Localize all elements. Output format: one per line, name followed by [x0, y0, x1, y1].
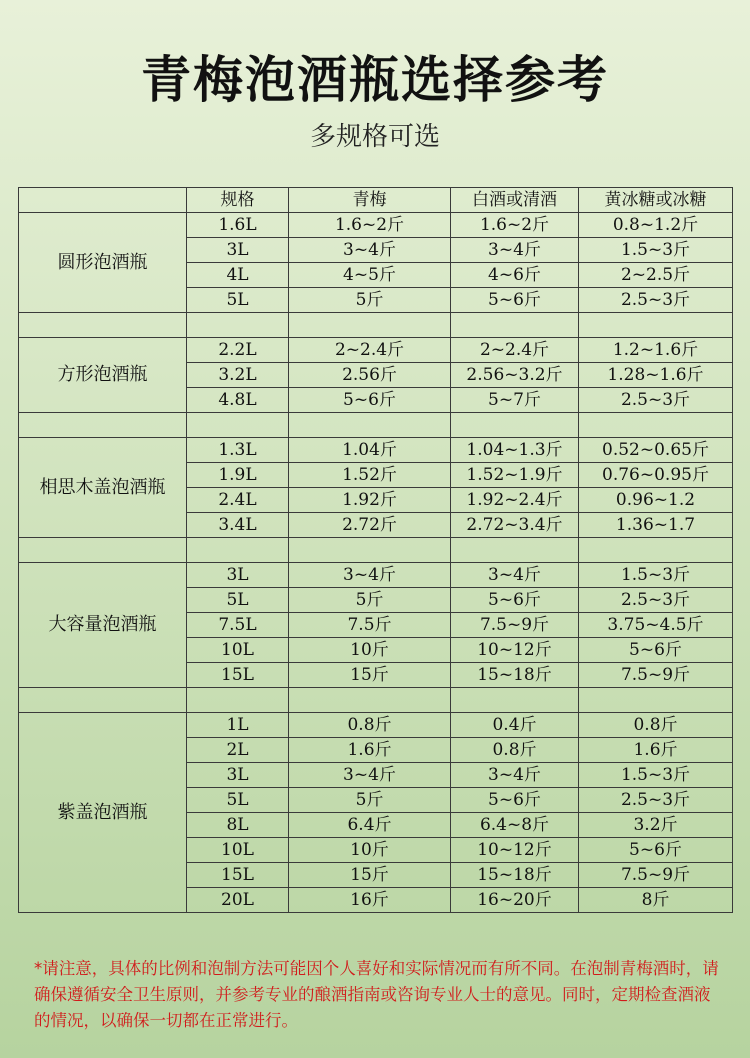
- plum-cell: 5~6斤: [289, 388, 451, 413]
- spec-cell: 7.5L: [187, 613, 289, 638]
- sugar-cell: 1.6斤: [579, 738, 733, 763]
- liquor-cell: 5~6斤: [451, 788, 579, 813]
- header-cell-sugar: 黄冰糖或冰糖: [579, 188, 733, 213]
- spec-cell: 1.9L: [187, 463, 289, 488]
- plum-cell: 1.52斤: [289, 463, 451, 488]
- spec-cell: 2.4L: [187, 488, 289, 513]
- empty-cell: [579, 538, 733, 563]
- header-cell-liquor: 白酒或清酒: [451, 188, 579, 213]
- spec-cell: 10L: [187, 638, 289, 663]
- empty-cell: [451, 538, 579, 563]
- liquor-cell: 16~20斤: [451, 888, 579, 913]
- table-row: [19, 438, 733, 463]
- sugar-cell: 3.75~4.5斤: [579, 613, 733, 638]
- table-row: [19, 213, 733, 238]
- plum-cell: 16斤: [289, 888, 451, 913]
- sugar-cell: 8斤: [579, 888, 733, 913]
- header-cell-plum: 青梅: [289, 188, 451, 213]
- plum-cell: 1.04斤: [289, 438, 451, 463]
- liquor-cell: 2.72~3.4斤: [451, 513, 579, 538]
- table-row: [19, 713, 733, 738]
- plum-cell: 3~4斤: [289, 238, 451, 263]
- liquor-cell: 1.92~2.4斤: [451, 488, 579, 513]
- empty-cell: [579, 313, 733, 338]
- header-cell-spec: 规格: [187, 188, 289, 213]
- empty-cell: [289, 538, 451, 563]
- plum-cell: 2~2.4斤: [289, 338, 451, 363]
- spec-cell: 3L: [187, 763, 289, 788]
- liquor-cell: 6.4~8斤: [451, 813, 579, 838]
- spec-cell: 3L: [187, 238, 289, 263]
- spec-cell: 15L: [187, 863, 289, 888]
- spec-cell: 1.6L: [187, 213, 289, 238]
- spec-cell: 5L: [187, 288, 289, 313]
- sugar-cell: 1.5~3斤: [579, 563, 733, 588]
- empty-cell: [579, 688, 733, 713]
- sugar-cell: 7.5~9斤: [579, 663, 733, 688]
- plum-cell: 15斤: [289, 863, 451, 888]
- liquor-cell: 3~4斤: [451, 763, 579, 788]
- plum-cell: 6.4斤: [289, 813, 451, 838]
- empty-cell: [187, 538, 289, 563]
- plum-cell: 1.6斤: [289, 738, 451, 763]
- empty-cell: [187, 688, 289, 713]
- empty-cell: [19, 413, 187, 438]
- spec-cell: 5L: [187, 788, 289, 813]
- plum-cell: 10斤: [289, 638, 451, 663]
- header-cell-group: [19, 188, 187, 213]
- group-name-cell: 圆形泡酒瓶: [19, 213, 187, 313]
- plum-cell: 5斤: [289, 588, 451, 613]
- liquor-cell: 5~6斤: [451, 288, 579, 313]
- sugar-cell: 7.5~9斤: [579, 863, 733, 888]
- liquor-cell: 10~12斤: [451, 838, 579, 863]
- plum-cell: 2.56斤: [289, 363, 451, 388]
- group-name-cell: 方形泡酒瓶: [19, 338, 187, 413]
- sugar-cell: 3.2斤: [579, 813, 733, 838]
- plum-cell: 15斤: [289, 663, 451, 688]
- plum-cell: 2.72斤: [289, 513, 451, 538]
- group-name-cell: 紫盖泡酒瓶: [19, 713, 187, 913]
- empty-cell: [289, 413, 451, 438]
- table-row: [19, 338, 733, 363]
- plum-cell: 5斤: [289, 788, 451, 813]
- spec-cell: 4.8L: [187, 388, 289, 413]
- group-name-cell: 相思木盖泡酒瓶: [19, 438, 187, 538]
- sugar-cell: 2.5~3斤: [579, 788, 733, 813]
- table-header-row: [19, 188, 733, 213]
- spacer-row: [19, 538, 733, 563]
- spec-cell: 8L: [187, 813, 289, 838]
- sugar-cell: 1.5~3斤: [579, 763, 733, 788]
- sugar-cell: 0.8斤: [579, 713, 733, 738]
- sugar-cell: 1.5~3斤: [579, 238, 733, 263]
- group-name-cell: 大容量泡酒瓶: [19, 563, 187, 688]
- spec-cell: 1L: [187, 713, 289, 738]
- spec-cell: 2L: [187, 738, 289, 763]
- sugar-cell: 1.28~1.6斤: [579, 363, 733, 388]
- sugar-cell: 2.5~3斤: [579, 288, 733, 313]
- liquor-cell: 0.8斤: [451, 738, 579, 763]
- sugar-cell: 0.76~0.95斤: [579, 463, 733, 488]
- spacer-row: [19, 313, 733, 338]
- liquor-cell: 10~12斤: [451, 638, 579, 663]
- liquor-cell: 5~6斤: [451, 588, 579, 613]
- liquor-cell: 15~18斤: [451, 863, 579, 888]
- empty-cell: [451, 413, 579, 438]
- page-subtitle: 多规格可选: [309, 122, 440, 152]
- empty-cell: [19, 538, 187, 563]
- spec-cell: 3.4L: [187, 513, 289, 538]
- empty-cell: [451, 313, 579, 338]
- sugar-cell: 2.5~3斤: [579, 388, 733, 413]
- disclaimer-note: *请注意，具体的比例和泡制方法可能因个人喜好和实际情况而有所不同。在泡制青梅酒时，请确保遵循安全卫生原则，并参考专业的酿酒指南或咨询专业人士的意见。同时，定期检查酒液的情况，以确保一切都在正常进行。: [34, 959, 719, 1030]
- spec-cell: 3.2L: [187, 363, 289, 388]
- liquor-cell: 7.5~9斤: [451, 613, 579, 638]
- liquor-cell: 3~4斤: [451, 238, 579, 263]
- empty-cell: [19, 313, 187, 338]
- sugar-cell: 0.96~1.2: [579, 488, 733, 513]
- empty-cell: [19, 688, 187, 713]
- liquor-cell: 1.6~2斤: [451, 213, 579, 238]
- plum-cell: 4~5斤: [289, 263, 451, 288]
- sugar-cell: 5~6斤: [579, 638, 733, 663]
- liquor-cell: 0.4斤: [451, 713, 579, 738]
- empty-cell: [187, 313, 289, 338]
- spec-cell: 10L: [187, 838, 289, 863]
- liquor-cell: 1.52~1.9斤: [451, 463, 579, 488]
- empty-cell: [187, 413, 289, 438]
- plum-cell: 7.5斤: [289, 613, 451, 638]
- liquor-cell: 5~7斤: [451, 388, 579, 413]
- spec-cell: 1.3L: [187, 438, 289, 463]
- liquor-cell: 15~18斤: [451, 663, 579, 688]
- liquor-cell: 2.56~3.2斤: [451, 363, 579, 388]
- sugar-cell: 5~6斤: [579, 838, 733, 863]
- sugar-cell: 0.52~0.65斤: [579, 438, 733, 463]
- liquor-cell: 2~2.4斤: [451, 338, 579, 363]
- spec-cell: 2.2L: [187, 338, 289, 363]
- spacer-row: [19, 413, 733, 438]
- plum-cell: 1.92斤: [289, 488, 451, 513]
- table-row: [19, 563, 733, 588]
- plum-cell: 5斤: [289, 288, 451, 313]
- spec-cell: 4L: [187, 263, 289, 288]
- empty-cell: [579, 413, 733, 438]
- sugar-cell: 2.5~3斤: [579, 588, 733, 613]
- table-body: [19, 213, 733, 913]
- liquor-cell: 4~6斤: [451, 263, 579, 288]
- spec-table: [18, 187, 733, 913]
- spacer-row: [19, 688, 733, 713]
- sugar-cell: 1.2~1.6斤: [579, 338, 733, 363]
- liquor-cell: 3~4斤: [451, 563, 579, 588]
- plum-cell: 3~4斤: [289, 563, 451, 588]
- spec-cell: 5L: [187, 588, 289, 613]
- sugar-cell: 0.8~1.2斤: [579, 213, 733, 238]
- plum-cell: 10斤: [289, 838, 451, 863]
- spec-cell: 15L: [187, 663, 289, 688]
- plum-cell: 0.8斤: [289, 713, 451, 738]
- page-title: 青梅泡酒瓶选择参考: [141, 51, 609, 109]
- liquor-cell: 1.04~1.3斤: [451, 438, 579, 463]
- sugar-cell: 1.36~1.7: [579, 513, 733, 538]
- empty-cell: [289, 313, 451, 338]
- empty-cell: [289, 688, 451, 713]
- spec-cell: 3L: [187, 563, 289, 588]
- sugar-cell: 2~2.5斤: [579, 263, 733, 288]
- empty-cell: [451, 688, 579, 713]
- spec-cell: 20L: [187, 888, 289, 913]
- plum-cell: 1.6~2斤: [289, 213, 451, 238]
- plum-cell: 3~4斤: [289, 763, 451, 788]
